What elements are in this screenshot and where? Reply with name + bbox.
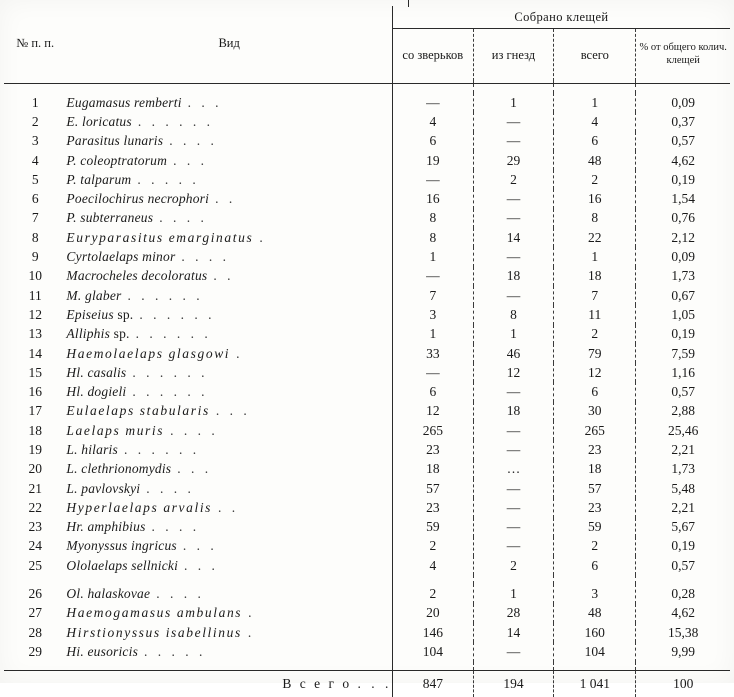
species-name: Euryparasitus emarginatus — [66, 229, 254, 245]
row-species — [66, 189, 392, 208]
row-number: 9 — [31, 249, 39, 265]
row-species — [66, 642, 392, 661]
row-number: 17 — [28, 403, 42, 419]
row-host-count: 146 — [392, 623, 473, 642]
row-percent: 5,48 — [636, 479, 730, 498]
species-name: P. talparum — [66, 171, 132, 187]
row-percent: 25,46 — [636, 421, 730, 440]
row-host-count: 1 — [392, 325, 473, 344]
row-percent: 0,37 — [636, 112, 730, 131]
row-species — [66, 556, 392, 575]
table-row — [4, 170, 730, 189]
total-row — [4, 670, 730, 697]
row-percent: 0,57 — [636, 132, 730, 151]
table-row — [4, 537, 730, 556]
row-host-count: 8 — [392, 209, 473, 228]
row-nest-count: — — [473, 518, 553, 537]
row-nest-count: 14 — [473, 228, 553, 247]
row-species — [66, 498, 392, 517]
row-species — [66, 537, 392, 556]
row-host-count: 6 — [392, 132, 473, 151]
row-total-count: 265 — [554, 421, 636, 440]
leader-dots: . — [259, 229, 267, 245]
row-percent: 7,59 — [636, 344, 730, 363]
table-row — [4, 584, 730, 603]
table-row — [4, 556, 730, 575]
row-species — [66, 479, 392, 498]
species-name: Haemogamasus ambulans — [66, 605, 243, 621]
row-number: 18 — [28, 422, 42, 438]
row-host-count: 3 — [392, 305, 473, 324]
species-name: Ol. halaskovae — [66, 586, 151, 602]
species-name: Hl. dogieli — [66, 384, 127, 400]
row-host-count: 1 — [392, 247, 473, 266]
row-nest-count: — — [473, 209, 553, 228]
row-percent: 4,62 — [636, 151, 730, 170]
row-species — [66, 170, 392, 189]
row-host-count: 59 — [392, 518, 473, 537]
footer-rule-row — [4, 662, 730, 671]
header-cell-total: всего — [554, 29, 636, 82]
leader-dots: . . . . . . — [135, 326, 212, 342]
species-name: Eugamasus remberti — [66, 94, 182, 110]
row-nest-count: — — [473, 247, 553, 266]
row-number: 20 — [28, 461, 42, 477]
table-row — [4, 325, 730, 344]
species-name: P. coleoptratorum — [66, 152, 168, 168]
row-percent: 2,21 — [636, 440, 730, 459]
header-cell-from-hosts: со зверьков — [392, 29, 473, 82]
row-number: 6 — [31, 191, 39, 207]
row-number: 11 — [28, 287, 42, 303]
species-name: Laelaps muris — [66, 422, 165, 438]
row-species — [66, 286, 392, 305]
row-nest-count: 18 — [473, 267, 553, 286]
row-number: 29 — [28, 643, 42, 659]
row-nest-count: — — [473, 642, 553, 661]
row-nest-count: 1 — [473, 325, 553, 344]
row-species — [66, 382, 392, 401]
row-nest-count: 29 — [473, 151, 553, 170]
row-nest-count: … — [473, 460, 553, 479]
row-host-count: 104 — [392, 642, 473, 661]
species-name: Hi. eusoricis — [66, 643, 139, 659]
header-spacer-row — [4, 84, 730, 94]
row-percent: 4,62 — [636, 604, 730, 623]
table-row — [4, 479, 730, 498]
row-number: 5 — [31, 171, 39, 187]
row-percent: 0,57 — [636, 556, 730, 575]
header-group-row — [4, 6, 730, 29]
row-host-count: 16 — [392, 189, 473, 208]
species-name: L. hilaris — [66, 441, 118, 457]
row-total-count: 6 — [554, 382, 636, 401]
header-cell-number: № п. п. — [16, 36, 55, 51]
row-total-count: 57 — [554, 479, 636, 498]
leader-dots: . . — [218, 499, 239, 515]
leader-dots: . — [236, 345, 244, 361]
row-number: 14 — [28, 345, 42, 361]
leader-dots: . . . — [215, 403, 251, 419]
row-total-count: 16 — [554, 189, 636, 208]
row-host-count: 19 — [392, 151, 473, 170]
row-number: 3 — [31, 133, 39, 149]
row-nest-count: 46 — [473, 344, 553, 363]
header-cell-species: Вид — [218, 36, 240, 51]
table-row — [4, 228, 730, 247]
row-species — [66, 325, 392, 344]
species-name: Haemolaelaps glasgowi — [66, 345, 231, 361]
row-species — [66, 93, 392, 112]
row-total-count: 22 — [554, 228, 636, 247]
row-total-count: 104 — [554, 642, 636, 661]
leader-dots: . . . . — [159, 210, 208, 226]
header-cell-percent: % от общего колич. клещей — [636, 29, 730, 82]
row-species — [66, 518, 392, 537]
row-nest-count: 14 — [473, 623, 553, 642]
row-percent: 0,28 — [636, 584, 730, 603]
row-number: 4 — [31, 152, 39, 168]
leader-dots: . . . . . . — [123, 441, 200, 457]
row-number: 19 — [28, 441, 42, 457]
row-species — [66, 584, 392, 603]
row-total-count: 6 — [554, 556, 636, 575]
row-percent: 1,54 — [636, 189, 730, 208]
row-percent: 2,88 — [636, 402, 730, 421]
leader-dots: . . — [215, 191, 236, 207]
species-name: Hyperlaelaps arvalis — [66, 499, 213, 515]
row-percent: 0,67 — [636, 286, 730, 305]
table-row — [4, 151, 730, 170]
header-group-collected: Собрано клещей — [392, 6, 730, 29]
leader-dots: . . . — [184, 557, 219, 573]
table-row — [4, 498, 730, 517]
row-host-count: — — [392, 93, 473, 112]
row-percent: 0,19 — [636, 170, 730, 189]
total-all: 1 041 — [554, 670, 636, 697]
row-species — [66, 402, 392, 421]
table-row — [4, 382, 730, 401]
row-host-count: 23 — [392, 440, 473, 459]
row-nest-count: 2 — [473, 170, 553, 189]
table-row — [4, 132, 730, 151]
row-total-count: 23 — [554, 498, 636, 517]
row-host-count: 20 — [392, 604, 473, 623]
section-gap-row — [4, 575, 730, 584]
leader-dots: . . . . . . — [132, 384, 208, 400]
table-row — [4, 93, 730, 112]
leader-dots: . . . . . . — [139, 306, 215, 322]
row-percent: 1,16 — [636, 363, 730, 382]
table-row — [4, 518, 730, 537]
leader-dots: . . . . . — [137, 171, 200, 187]
leader-dots: . . . . — [156, 586, 205, 602]
row-percent: 1,73 — [636, 460, 730, 479]
table-row — [4, 623, 730, 642]
species-name: Hirstionyssus isabellinus — [66, 624, 242, 640]
row-host-count: 4 — [392, 556, 473, 575]
row-number: 12 — [28, 306, 42, 322]
row-total-count: 3 — [554, 584, 636, 603]
row-species — [66, 344, 392, 363]
table-row — [4, 209, 730, 228]
row-total-count: 8 — [554, 209, 636, 228]
table-row — [4, 286, 730, 305]
row-nest-count: 12 — [473, 363, 553, 382]
row-number: 26 — [28, 586, 42, 602]
row-nest-count: — — [473, 189, 553, 208]
species-name: Macrocheles decoloratus — [66, 268, 208, 284]
row-nest-count: — — [473, 132, 553, 151]
total-host: 847 — [392, 670, 473, 697]
leader-dots: . . . . — [151, 519, 200, 535]
table-row — [4, 440, 730, 459]
species-name: E. loricatus — [66, 113, 132, 129]
row-total-count: 18 — [554, 460, 636, 479]
row-host-count: — — [392, 170, 473, 189]
table-row — [4, 363, 730, 382]
table-row — [4, 642, 730, 661]
row-percent: 0,19 — [636, 537, 730, 556]
species-name: Cyrtolaelaps minor — [66, 249, 176, 265]
row-total-count: 59 — [554, 518, 636, 537]
row-total-count: 12 — [554, 363, 636, 382]
row-nest-count: — — [473, 421, 553, 440]
row-total-count: 1 — [554, 93, 636, 112]
row-species — [66, 623, 392, 642]
row-percent: 2,12 — [636, 228, 730, 247]
row-nest-count: — — [473, 440, 553, 459]
mite-collection-table — [4, 6, 730, 697]
row-species — [66, 112, 392, 131]
row-total-count: 23 — [554, 440, 636, 459]
row-host-count: — — [392, 267, 473, 286]
row-species — [66, 228, 392, 247]
row-nest-count: 28 — [473, 604, 553, 623]
row-nest-count: — — [473, 286, 553, 305]
row-nest-count: 2 — [473, 556, 553, 575]
total-pct: 100 — [636, 670, 730, 697]
total-label: В с е г о . . . — [282, 675, 392, 691]
row-percent: 0,19 — [636, 325, 730, 344]
species-name: Ololaelaps sellnicki — [66, 557, 179, 573]
row-species — [66, 247, 392, 266]
row-host-count: 7 — [392, 286, 473, 305]
leader-dots: . . . . . . — [127, 287, 204, 303]
leader-dots: . . . . . . — [132, 364, 208, 380]
row-nest-count: — — [473, 498, 553, 517]
row-percent: 1,73 — [636, 267, 730, 286]
row-total-count: 2 — [554, 170, 636, 189]
row-host-count: 6 — [392, 382, 473, 401]
row-percent: 1,05 — [636, 305, 730, 324]
table-header — [4, 6, 730, 93]
row-species — [66, 151, 392, 170]
row-nest-count: 1 — [473, 584, 553, 603]
leader-dots: . . . — [187, 94, 223, 110]
row-host-count: 8 — [392, 228, 473, 247]
row-number: 21 — [28, 480, 42, 496]
row-total-count: 48 — [554, 604, 636, 623]
species-name: Poecilochirus necrophori — [66, 191, 210, 207]
table-row — [4, 189, 730, 208]
table-row — [4, 460, 730, 479]
row-species — [66, 440, 392, 459]
species-name: P. subterraneus — [66, 210, 154, 226]
leader-dots: . . . — [173, 152, 208, 168]
leader-dots: . . . . . . — [137, 113, 214, 129]
species-name: L. pavlovskyi — [66, 480, 141, 496]
row-number: 13 — [28, 326, 42, 342]
row-total-count: 2 — [554, 537, 636, 556]
table-row — [4, 267, 730, 286]
row-number: 8 — [31, 229, 39, 245]
table-footer — [4, 662, 730, 697]
table-row — [4, 604, 730, 623]
row-total-count: 1 — [554, 247, 636, 266]
species-name: Hl. casalis — [66, 364, 127, 380]
row-host-count: 4 — [392, 112, 473, 131]
row-total-count: 18 — [554, 267, 636, 286]
row-percent: 0,09 — [636, 93, 730, 112]
table-body — [4, 93, 730, 662]
table-row — [4, 421, 730, 440]
row-host-count: 57 — [392, 479, 473, 498]
row-nest-count: — — [473, 537, 553, 556]
row-species — [66, 267, 392, 286]
leader-dots: . . . . — [169, 133, 218, 149]
row-nest-count: — — [473, 112, 553, 131]
row-total-count: 2 — [554, 325, 636, 344]
row-total-count: 48 — [554, 151, 636, 170]
row-nest-count: 8 — [473, 305, 553, 324]
leader-dots: . . . . . — [144, 643, 206, 659]
row-number: 16 — [28, 384, 42, 400]
leader-dots: . . . . — [181, 249, 230, 265]
row-host-count: 12 — [392, 402, 473, 421]
row-total-count: 7 — [554, 286, 636, 305]
species-name: Myonyssus ingricus — [66, 538, 177, 554]
row-number: 1 — [31, 94, 39, 110]
row-host-count: — — [392, 363, 473, 382]
row-host-count: 2 — [392, 584, 473, 603]
row-percent: 0,09 — [636, 247, 730, 266]
row-percent: 2,21 — [636, 498, 730, 517]
total-empty-no — [4, 670, 66, 697]
leader-dots: . — [247, 624, 255, 640]
table-row — [4, 305, 730, 324]
row-number: 27 — [28, 605, 42, 621]
row-species — [66, 460, 392, 479]
row-percent: 0,76 — [636, 209, 730, 228]
row-total-count: 6 — [554, 132, 636, 151]
row-number: 24 — [28, 538, 42, 554]
row-number: 7 — [31, 210, 39, 226]
row-percent: 0,57 — [636, 382, 730, 401]
row-total-count: 79 — [554, 344, 636, 363]
species-name: Alliphis sp. — [66, 326, 130, 342]
row-total-count: 30 — [554, 402, 636, 421]
row-host-count: 23 — [392, 498, 473, 517]
row-total-count: 11 — [554, 305, 636, 324]
species-name: Episeius sp. — [66, 306, 134, 322]
row-number: 2 — [31, 113, 39, 129]
row-host-count: 33 — [392, 344, 473, 363]
species-name: Hr. amphibius — [66, 519, 146, 535]
species-name: L. clethrionomydis — [66, 461, 172, 477]
row-percent: 5,67 — [636, 518, 730, 537]
row-nest-count: 18 — [473, 402, 553, 421]
row-nest-count: — — [473, 382, 553, 401]
row-species — [66, 305, 392, 324]
leader-dots: . . . — [182, 538, 218, 554]
total-nest: 194 — [473, 670, 553, 697]
row-species — [66, 604, 392, 623]
table-row — [4, 344, 730, 363]
row-species — [66, 363, 392, 382]
species-name: Eulaelaps stabularis — [66, 403, 210, 419]
row-number: 23 — [28, 519, 42, 535]
row-nest-count: 1 — [473, 93, 553, 112]
row-total-count: 160 — [554, 623, 636, 642]
row-host-count: 265 — [392, 421, 473, 440]
row-number: 15 — [28, 364, 42, 380]
row-total-count: 4 — [554, 112, 636, 131]
leader-dots: . . . . — [170, 422, 219, 438]
leader-dots: . . . — [177, 461, 212, 477]
row-number: 25 — [28, 557, 42, 573]
species-name: M. glaber — [66, 287, 122, 303]
row-nest-count: — — [473, 479, 553, 498]
leader-dots: . . — [213, 268, 234, 284]
row-percent: 15,38 — [636, 623, 730, 642]
row-host-count: 2 — [392, 537, 473, 556]
table-row — [4, 112, 730, 131]
row-species — [66, 132, 392, 151]
table-row — [4, 247, 730, 266]
row-host-count: 18 — [392, 460, 473, 479]
species-name: Parasitus lunaris — [66, 133, 164, 149]
leader-dots: . . . . — [146, 480, 195, 496]
row-species — [66, 209, 392, 228]
header-cell-from-nests: из гнезд — [473, 29, 553, 82]
table-row — [4, 402, 730, 421]
row-percent: 9,99 — [636, 642, 730, 661]
row-number: 28 — [28, 624, 42, 640]
row-number: 22 — [28, 499, 42, 515]
row-number: 10 — [28, 268, 42, 284]
row-species — [66, 421, 392, 440]
leader-dots: . — [248, 605, 256, 621]
